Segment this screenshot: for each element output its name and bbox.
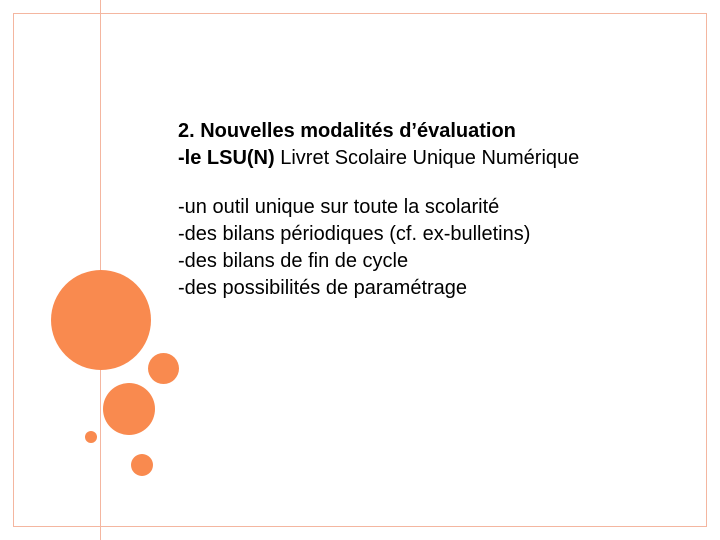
subtitle-rest: Livret Scolaire Unique Numérique [274,147,580,169]
spacer [178,172,698,194]
bullet-item: -des bilans de fin de cycle [178,250,409,272]
slide-subtitle [178,145,698,172]
decorative-circle-small-bottom [131,454,153,476]
slide-content [178,118,698,302]
subtitle-bold-part: -le LSU(N) [178,147,275,169]
bullet-item: -des possibilités de paramétrage [178,277,468,299]
decorative-circle-tiny [85,431,97,443]
decorative-circle-medium [103,383,155,435]
bullet-item: -un outil unique sur toute la scolarité [178,196,500,218]
decorative-circle-large [51,270,151,370]
decorative-circle-small [148,353,179,384]
slide-title: 2. Nouvelles modalités d’évaluation [178,120,516,142]
bullet-item: -des bilans périodiques (cf. ex-bulletins) [178,223,531,245]
bullet-list [178,194,698,302]
